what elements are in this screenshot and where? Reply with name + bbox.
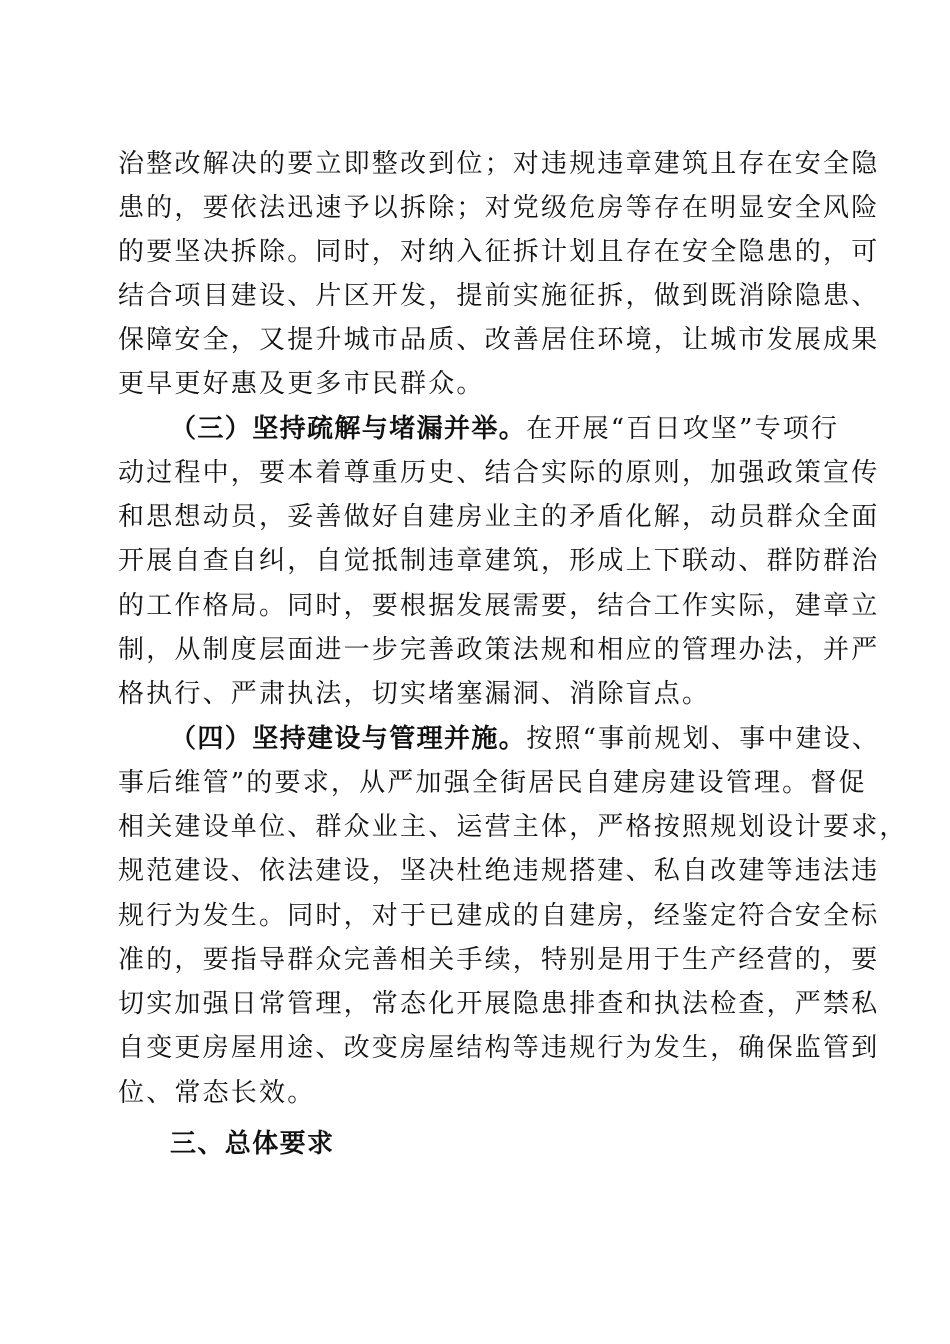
section-4-heading: （四）坚持建设与管理并施。 [170,724,527,754]
paragraph-line: 动过程中，要本着尊重历史、结合实际的原则，加强政策宣传 [118,458,880,488]
paragraph-line: 规行为发生。同时，对于已建成的自建房，经鉴定符合安全标 [118,901,880,931]
paragraph-line: 规范建设、依法建设，坚决杜绝违规搭建、私自改建等违法违 [118,856,880,886]
section-4-first-line [170,717,890,761]
paragraph-line: 自变更房屋用途、改变房屋结构等违规行为发生，确保监管到 [118,1033,880,1063]
paragraph-line: 更早更好惠及更多市民群众。 [118,369,485,399]
paragraph-line: 结合项目建设、片区开发，提前实施征拆，做到既消除隐患、 [118,281,880,311]
paragraph-line: 保障安全，又提升城市品质、改善居住环境，让城市发展成果 [118,325,880,355]
section-3-first-line [170,407,890,451]
paragraph-line: 治整改解决的要立即整改到位；对违规违章建筑且存在安全隐 [118,149,880,179]
paragraph-line: 准的，要指导群众完善相关手续，特别是用于生产经营的，要 [118,945,880,975]
paragraph-line: 相关建设单位、群众业主、运营主体，严格按照规划设计要求， [118,812,908,842]
paragraph-line: 的工作格局。同时，要根据发展需要，结合工作实际，建章立 [118,591,880,621]
section-4-first-line-text: 按照“事前规划、事中建设、 [526,724,881,754]
paragraph-line: 切实加强日常管理，常态化开展隐患排查和执法检查，严禁私 [118,989,880,1019]
section-title: 三、总体要求 [170,1129,335,1159]
paragraph-line: 患的，要依法迅速予以拆除；对党级危房等存在明显安全风险 [118,193,880,223]
paragraph-line: 格执行、严肃执法，切实堵塞漏洞、消除盲点。 [118,679,711,709]
section-3-heading: （三）坚持疏解与堵漏并举。 [170,414,527,444]
paragraph-line: 位、常态长效。 [118,1078,316,1108]
paragraph-line: 的要坚决拆除。同时，对纳入征拆计划且存在安全隐患的，可 [118,237,880,267]
paragraph-line: 和思想动员，妥善做好自建房业主的矛盾化解，动员群众全面 [118,502,880,532]
section-3-first-line-text: 在开展“百日攻坚”专项行 [526,414,840,444]
paragraph-line: 事后维管”的要求，从严加强全街居民自建房建设管理。督促 [118,768,867,798]
paragraph-line: 开展自查自纠，自觉抵制违章建筑，形成上下联动、群防群治 [118,546,880,576]
paragraph-line: 制，从制度层面进一步完善政策法规和相应的管理办法，并严 [118,635,880,665]
